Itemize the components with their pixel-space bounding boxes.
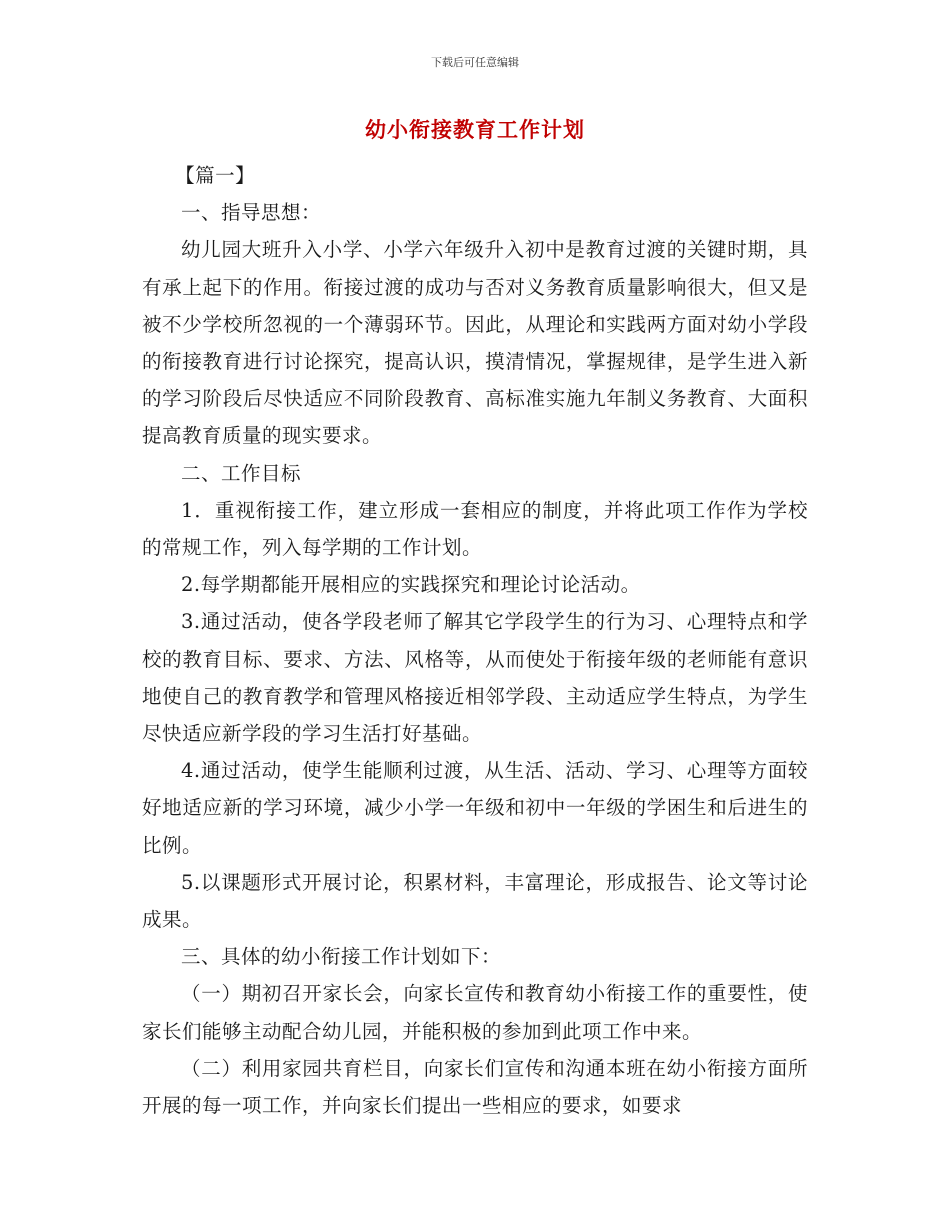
heading-work-goals: 二、工作目标	[181, 461, 302, 485]
header-note: 下载后可任意编辑	[431, 56, 519, 69]
goal-item: 3.通过活动，使各学段老师了解其它学段学生的行为习、心理特点和学校的教育目标、要求、方法、风格等，从而使处于衔接年级的老师能有意识地使自己的教育教学和管理风格接近相邻学段、主动适应学生特点，为学生尽快适应新学段的学习生活打好基础。	[142, 610, 808, 746]
plan-item: （二）利用家园共育栏目，向家长们宣传和沟通本班在幼小衔接方面所开展的每一项工作，并向家长们提出一些相应的要求，如要求	[142, 1056, 808, 1118]
document-body	[142, 157, 808, 1124]
section-label: 【篇一】	[175, 164, 256, 187]
paragraph: 幼儿园大班升入小学、小学六年级升入初中是教育过渡的关键时期，具有承上起下的作用。衔接过渡的成功与否对义务教育质量影响很大，但又是被不少学校所忽视的一个薄弱环节。因此，从理论和实践两方面对幼小学段的衔接教育进行讨论探究，提高认识，摸清情况，掌握规律，是学生进入新的学习阶段后尽快适应不同阶段教育、高标准实施九年制义务教育、大面积提高教育质量的现实要求。	[142, 238, 808, 448]
goal-item: 5.以课题形式开展讨论，积累材料，丰富理论，形成报告、论文等讨论成果。	[142, 870, 808, 932]
goal-item: 4.通过活动，使学生能顺利过渡，从生活、活动、学习、心理等方面较好地适应新的学习环境，减少小学一年级和初中一年级的学困生和后进生的比例。	[142, 759, 808, 857]
heading-work-plan: 三、具体的幼小衔接工作计划如下：	[181, 945, 502, 969]
plan-item: （一）期初召开家长会，向家长宣传和教育幼小衔接工作的重要性，使家长们能够主动配合幼儿园，并能积极的参加到此项工作中来。	[142, 982, 808, 1043]
goal-item: 2.每学期都能开展相应的实践探究和理论讨论活动。	[181, 573, 641, 597]
goal-item: 1．重视衔接工作，建立形成一套相应的制度，并将此项工作作为学校的常规工作，列入每学期的工作计划。	[142, 498, 808, 560]
document-title: 幼小衔接教育工作计划	[365, 118, 585, 142]
heading-guiding-ideology: 一、指导思想：	[181, 201, 322, 225]
